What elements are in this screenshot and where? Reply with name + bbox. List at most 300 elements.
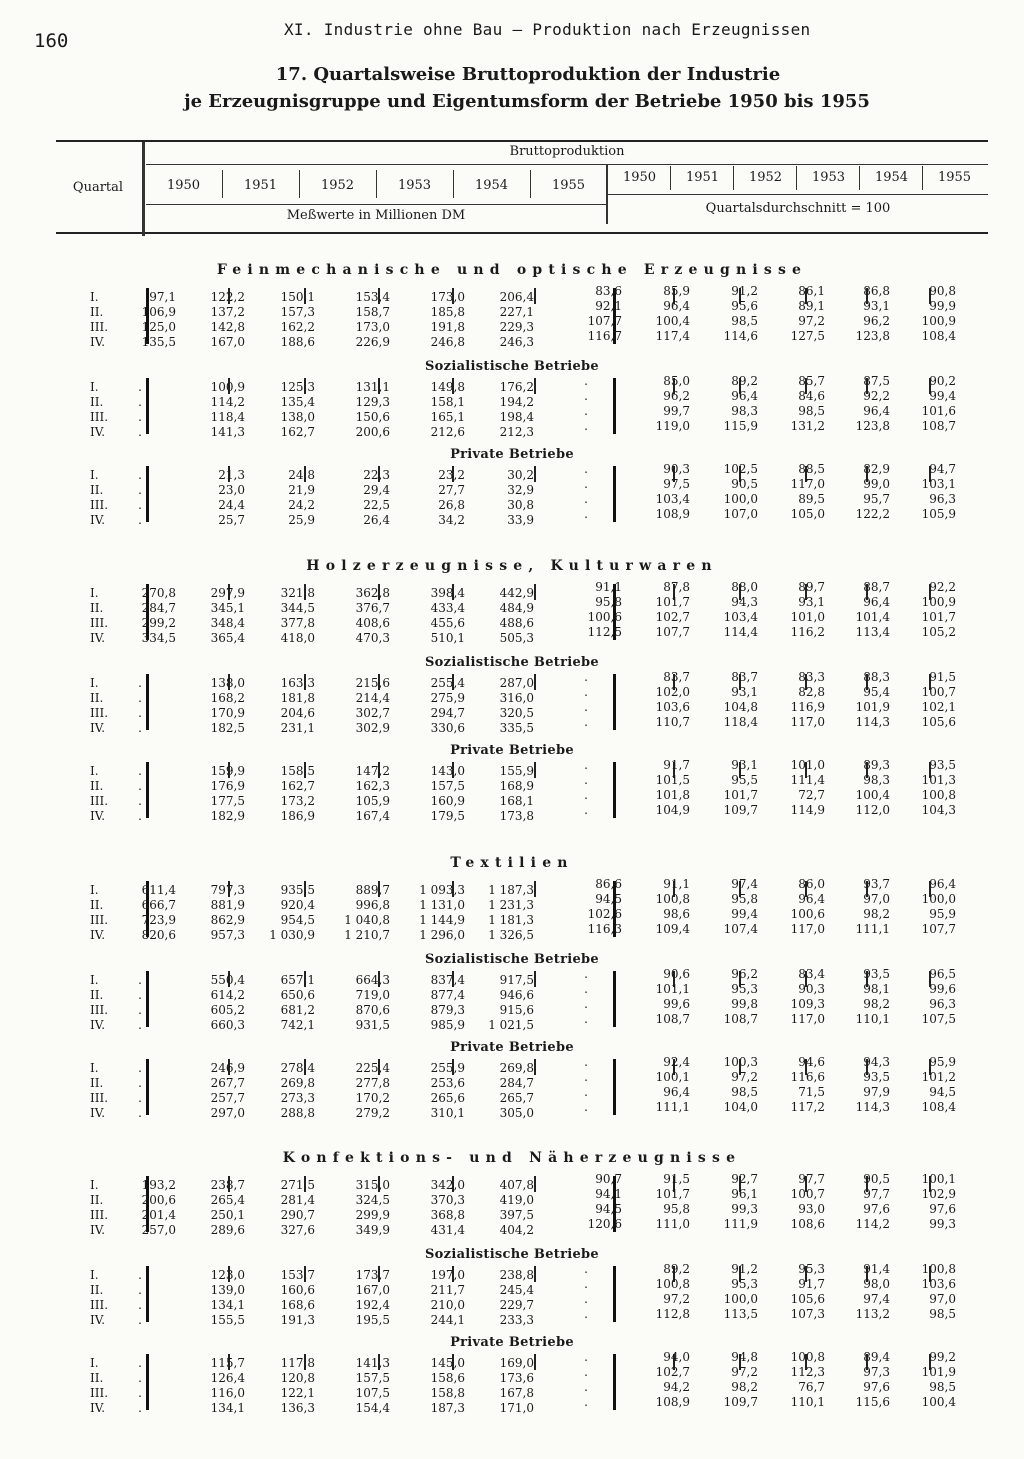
table-cell: 1 131,0 [419,898,465,912]
table-cell: . [584,773,588,787]
table-cell: 108,4 [921,329,956,343]
table-cell: . [138,1018,142,1032]
table-cell: 168,6 [280,1298,315,1312]
table-cell: 660,3 [210,1018,245,1032]
table-cell: . [584,982,588,996]
table-cell: 1 021,5 [488,1018,534,1032]
table-cell: . [584,758,588,772]
table-cell: . [584,404,588,418]
table-cell: 238,8 [499,1268,534,1282]
table-cell: 158,1 [430,395,465,409]
table-cell: 116,3 [587,922,622,936]
table-cell: 214,4 [355,691,390,705]
year-divider [670,166,671,190]
table-cell: 102,5 [723,462,758,476]
column-rule [534,466,536,482]
table-cell: 657,1 [280,973,315,987]
column-rule [613,762,616,818]
table-cell: 111,1 [655,1100,690,1114]
table-cell: 105,6 [790,1292,825,1306]
table-cell: 88,7 [863,580,890,594]
table-cell: 97,2 [798,314,825,328]
header-divider-quartal [142,142,145,236]
table-cell: . [584,389,588,403]
table-cell: 111,9 [723,1217,758,1231]
table-cell: . [584,715,588,729]
table-cell: 344,5 [280,601,315,615]
table-cell: 98,5 [731,314,758,328]
quarter-label: II. [90,898,104,912]
table-cell: 100,9 [210,380,245,394]
table-cell: 105,2 [921,625,956,639]
table-cell: . [138,498,142,512]
table-cell: 101,4 [855,610,890,624]
table-cell: 114,3 [855,715,890,729]
subsection-title: Private Betriebe [450,743,574,758]
table-cell: 1 040,8 [344,913,390,927]
table-cell: 93,0 [798,1202,825,1216]
table-cell: 154,4 [355,1401,390,1415]
table-cell: 114,2 [210,395,245,409]
table-cell: 125,3 [280,380,315,394]
table-cell: 123,8 [855,329,890,343]
table-cell: 107,5 [921,1012,956,1026]
table-cell: 176,2 [499,380,534,394]
table-cell: . [584,670,588,684]
table-cell: 99,7 [663,404,690,418]
table-cell: 100,1 [921,1172,956,1186]
table-cell: 94,7 [929,462,956,476]
table-cell: . [584,1262,588,1276]
table-cell: 315,0 [355,1178,390,1192]
table-cell: 91,2 [731,284,758,298]
table-cell: 109,7 [723,1395,758,1409]
quarter-label: III. [90,1298,109,1312]
table-cell: . [584,1100,588,1114]
table-cell: 226,9 [355,335,390,349]
table-cell: 100,1 [655,1070,690,1084]
table-cell: 123,0 [210,1268,245,1282]
table-cell: 71,5 [798,1085,825,1099]
table-cell: 157,5 [355,1371,390,1385]
quarter-label: I. [90,764,99,778]
table-cell: 294,7 [430,706,465,720]
table-cell: 173,6 [499,1371,534,1385]
year-divider [222,170,223,198]
table-cell: . [584,462,588,476]
table-cell: 99,0 [863,477,890,491]
table-cell: 95,8 [663,1202,690,1216]
table-cell: 97,0 [929,1292,956,1306]
table-cell: 820,6 [141,928,176,942]
column-rule [613,466,616,522]
quarter-label: I. [90,1356,99,1370]
table-cell: 109,7 [723,803,758,817]
table-cell: 349,9 [355,1223,390,1237]
table-cell: 182,5 [210,721,245,735]
year-divider [796,166,797,190]
table-cell: 227,1 [499,305,534,319]
table-cell: 94,5 [929,1085,956,1099]
table-cell: . [138,380,142,394]
table-cell: 225,4 [355,1061,390,1075]
column-rule [613,378,616,434]
table-block [0,284,1024,349]
table-cell: 90,6 [663,967,690,981]
table-cell: 244,1 [430,1313,465,1327]
table-cell: 162,7 [280,779,315,793]
table-cell: 94,3 [731,595,758,609]
table-cell: 101,5 [655,773,690,787]
table-cell: 139,0 [210,1283,245,1297]
table-cell: 173,7 [355,1268,390,1282]
table-cell: . [138,1283,142,1297]
quarter-label: I. [90,468,99,482]
table-cell: 284,7 [141,601,176,615]
table-cell: 102,6 [587,907,622,921]
quarter-label: IV. [90,631,106,645]
table-cell: 86,1 [798,284,825,298]
table-cell: 107,3 [790,1307,825,1321]
table-cell: 194,2 [499,395,534,409]
table-cell: 97,6 [863,1380,890,1394]
table-cell: . [138,468,142,482]
table-cell: 96,3 [929,492,956,506]
table-cell: 88,0 [731,580,758,594]
quarter-label: II. [90,779,104,793]
table-cell: 21,9 [288,483,315,497]
table-cell: 614,2 [210,988,245,1002]
table-cell: 163,3 [280,676,315,690]
table-cell: 94,5 [595,892,622,906]
table-cell: 85,0 [663,374,690,388]
table-cell: 98,5 [798,404,825,418]
table-cell: 111,1 [855,922,890,936]
table-cell: 99,6 [929,982,956,996]
table-cell: 102,9 [921,1187,956,1201]
table-cell: 302,9 [355,721,390,735]
table-cell: 167,4 [355,809,390,823]
table-cell: 101,7 [921,610,956,624]
quarter-label: II. [90,483,104,497]
quarter-label: IV. [90,928,106,942]
table-cell: 550,4 [210,973,245,987]
quarter-label: I. [90,290,99,304]
table-cell: 470,3 [355,631,390,645]
table-block [0,374,1024,439]
table-cell: . [138,691,142,705]
table-cell: 102,1 [921,700,956,714]
table-cell: 101,0 [790,758,825,772]
table-cell: . [584,997,588,1011]
table-cell: 442,9 [499,586,534,600]
table-cell: 348,4 [210,616,245,630]
table-cell: 150,6 [355,410,390,424]
table-cell: 108,7 [655,1012,690,1026]
table-cell: 115,6 [855,1395,890,1409]
table-cell: 120,8 [280,1371,315,1385]
table-cell: 117,0 [790,715,825,729]
year-header: 1951 [243,178,278,193]
table-cell: 211,7 [430,1283,465,1297]
table-cell: 105,0 [790,507,825,521]
table-cell: 290,7 [280,1208,315,1222]
table-cell: 158,8 [430,1386,465,1400]
table-cell: 837,4 [430,973,465,987]
table-cell: 742,1 [280,1018,315,1032]
table-cell: 101,9 [921,1365,956,1379]
table-cell: . [138,779,142,793]
table-cell: 287,0 [499,676,534,690]
table-cell: 99,6 [663,997,690,1011]
table-cell: . [138,1356,142,1370]
column-rule [534,1176,536,1192]
table-cell: 72,7 [798,788,825,802]
table-cell: 83,7 [731,670,758,684]
table-cell: 116,6 [790,1070,825,1084]
table-cell: . [138,410,142,424]
column-rule [534,971,536,987]
year-divider [733,166,734,190]
table-cell: 34,2 [438,513,465,527]
table-cell: 141,3 [355,1356,390,1370]
table-cell: 109,3 [790,997,825,1011]
table-cell: 167,8 [499,1386,534,1400]
table-cell: 246,9 [210,1061,245,1075]
year-header: 1953 [397,178,432,193]
table-cell: 125,0 [141,320,176,334]
table-cell: . [584,1292,588,1306]
table-cell: . [138,794,142,808]
quarter-label: II. [90,1371,104,1385]
table-cell: 107,7 [587,314,622,328]
table-cell: 96,4 [798,892,825,906]
table-cell: 100,8 [790,1350,825,1364]
table-cell: 302,7 [355,706,390,720]
table-cell: . [584,374,588,388]
table-cell: 250,1 [210,1208,245,1222]
table-cell: 265,6 [430,1091,465,1105]
table-cell: 100,9 [921,595,956,609]
table-cell: 135,4 [280,395,315,409]
table-cell: 117,0 [790,922,825,936]
table-cell: 116,7 [587,329,622,343]
table-cell: 188,6 [280,335,315,349]
column-rule [613,1059,616,1115]
table-cell: 160,9 [430,794,465,808]
header-rule-unit-right [608,194,988,195]
table-cell: 95,4 [863,685,890,699]
table-cell: 334,5 [141,631,176,645]
table-cell: 605,2 [210,1003,245,1017]
table-cell: 157,5 [430,779,465,793]
table-cell: 187,3 [430,1401,465,1415]
table-cell: 95,6 [731,299,758,313]
table-cell: 195,5 [355,1313,390,1327]
table-cell: 89,1 [798,299,825,313]
table-cell: . [138,1091,142,1105]
table-cell: 98,1 [863,982,890,996]
table-cell: . [138,706,142,720]
table-cell: 97,1 [149,290,176,304]
quarter-label: III. [90,706,109,720]
table-cell: 112,3 [790,1365,825,1379]
table-cell: 107,0 [723,507,758,521]
table-cell: 265,4 [210,1193,245,1207]
table-cell: 101,3 [921,773,956,787]
table-cell: 191,3 [280,1313,315,1327]
table-cell: 92,4 [663,1055,690,1069]
table-cell: 158,6 [430,1371,465,1385]
table-cell: 25,9 [288,513,315,527]
table-cell: 275,9 [430,691,465,705]
table-cell: . [138,1076,142,1090]
table-cell: 111,0 [655,1217,690,1231]
quarter-label: IV. [90,1106,106,1120]
table-cell: 169,0 [499,1356,534,1370]
table-cell: 255,4 [430,676,465,690]
table-cell: . [138,513,142,527]
year-header: 1951 [685,170,720,185]
year-divider [453,170,454,198]
table-cell: 117,2 [790,1100,825,1114]
table-cell: 877,4 [430,988,465,1002]
table-cell: 277,8 [355,1076,390,1090]
table-block [0,462,1024,527]
subsection-title: Sozialistische Betriebe [424,655,599,670]
table-cell: 100,4 [655,314,690,328]
table-cell: 89,2 [663,1262,690,1276]
table-cell: 136,3 [280,1401,315,1415]
section-title: Konfektions- und Näherzeugnisse [282,1150,742,1166]
table-cell: 1 296,0 [419,928,465,942]
table-cell: 177,5 [210,794,245,808]
table-cell: 269,8 [280,1076,315,1090]
table-cell: 418,0 [280,631,315,645]
table-cell: 881,9 [210,898,245,912]
table-cell: 170,2 [355,1091,390,1105]
table-cell: 1 093,3 [419,883,465,897]
table-cell: 24,4 [218,498,245,512]
column-rule [534,881,536,897]
table-cell: 24,8 [288,468,315,482]
table-cell: . [138,988,142,1002]
year-header: 1955 [551,178,586,193]
table-cell: 265,7 [499,1091,534,1105]
table-cell: 104,8 [723,700,758,714]
table-cell: 122,1 [280,1386,315,1400]
table-cell: 103,6 [921,1277,956,1291]
running-head: XI. Industrie ohne Bau — Produktion nach Erzeugnissen [284,20,811,39]
table-cell: 957,3 [210,928,245,942]
table-cell: 102,7 [655,1365,690,1379]
quarter-label: IV. [90,513,106,527]
year-header: 1950 [622,170,657,185]
table-cell: 107,7 [921,922,956,936]
table-cell: 162,7 [280,425,315,439]
header-rule-unit-left [146,204,606,205]
column-rule [534,1059,536,1075]
table-cell: 117,0 [790,477,825,491]
table-cell: 99,3 [731,1202,758,1216]
table-cell: 112,8 [655,1307,690,1321]
table-cell: 26,8 [438,498,465,512]
table-cell: 97,6 [863,1202,890,1216]
table-cell: 113,5 [723,1307,758,1321]
table-cell: 120,6 [587,1217,622,1231]
table-cell: 103,1 [921,477,956,491]
table-cell: 100,3 [723,1055,758,1069]
table-cell: 103,4 [655,492,690,506]
table-cell: 96,4 [731,389,758,403]
table-cell: 87,5 [863,374,890,388]
table-cell: 99,4 [929,389,956,403]
table-cell: 97,5 [663,477,690,491]
table-cell: 122,2 [855,507,890,521]
table-cell: 104,3 [921,803,956,817]
table-cell: 97,9 [863,1085,890,1099]
table-cell: 145,0 [430,1356,465,1370]
table-cell: . [138,809,142,823]
table-cell: 95,9 [929,1055,956,1069]
table-cell: 92,1 [595,299,622,313]
table-cell: 431,4 [430,1223,465,1237]
table-cell: 100,6 [790,907,825,921]
table-cell: 89,3 [863,758,890,772]
table-cell: 433,4 [430,601,465,615]
quarter-label: II. [90,988,104,1002]
table-cell: 279,2 [355,1106,390,1120]
bruttoproduktion-header: Bruttoproduktion [509,144,625,159]
table-cell: 182,9 [210,809,245,823]
table-block [0,580,1024,645]
quarter-label: I. [90,1061,99,1075]
table-cell: 94,3 [863,1055,890,1069]
table-cell: 143,0 [430,764,465,778]
table-cell: 106,9 [141,305,176,319]
table-cell: 179,5 [430,809,465,823]
table-block [0,670,1024,735]
table-cell: . [584,788,588,802]
table-cell: 88,3 [863,670,890,684]
column-rule [613,971,616,1027]
table-cell: 89,5 [798,492,825,506]
column-rule [534,378,536,394]
table-cell: 160,6 [280,1283,315,1297]
table-cell: 100,0 [723,492,758,506]
year-header: 1954 [874,170,909,185]
year-divider [530,170,531,198]
table-block [0,967,1024,1032]
table-cell: 23,2 [438,468,465,482]
table-cell: 310,1 [430,1106,465,1120]
table-cell: 870,6 [355,1003,390,1017]
table-cell: 99,4 [731,907,758,921]
quarter-label: I. [90,676,99,690]
table-cell: . [584,967,588,981]
table-cell: 33,9 [507,513,534,527]
quarter-label: II. [90,691,104,705]
table-cell: 100,7 [921,685,956,699]
column-rule [534,674,536,690]
table-cell: 22,3 [363,468,390,482]
table-cell: 95,7 [863,492,890,506]
table-cell: 99,9 [929,299,956,313]
column-rule [534,1266,536,1282]
table-cell: 257,7 [210,1091,245,1105]
table-cell: 93,1 [731,685,758,699]
table-cell: 324,5 [355,1193,390,1207]
